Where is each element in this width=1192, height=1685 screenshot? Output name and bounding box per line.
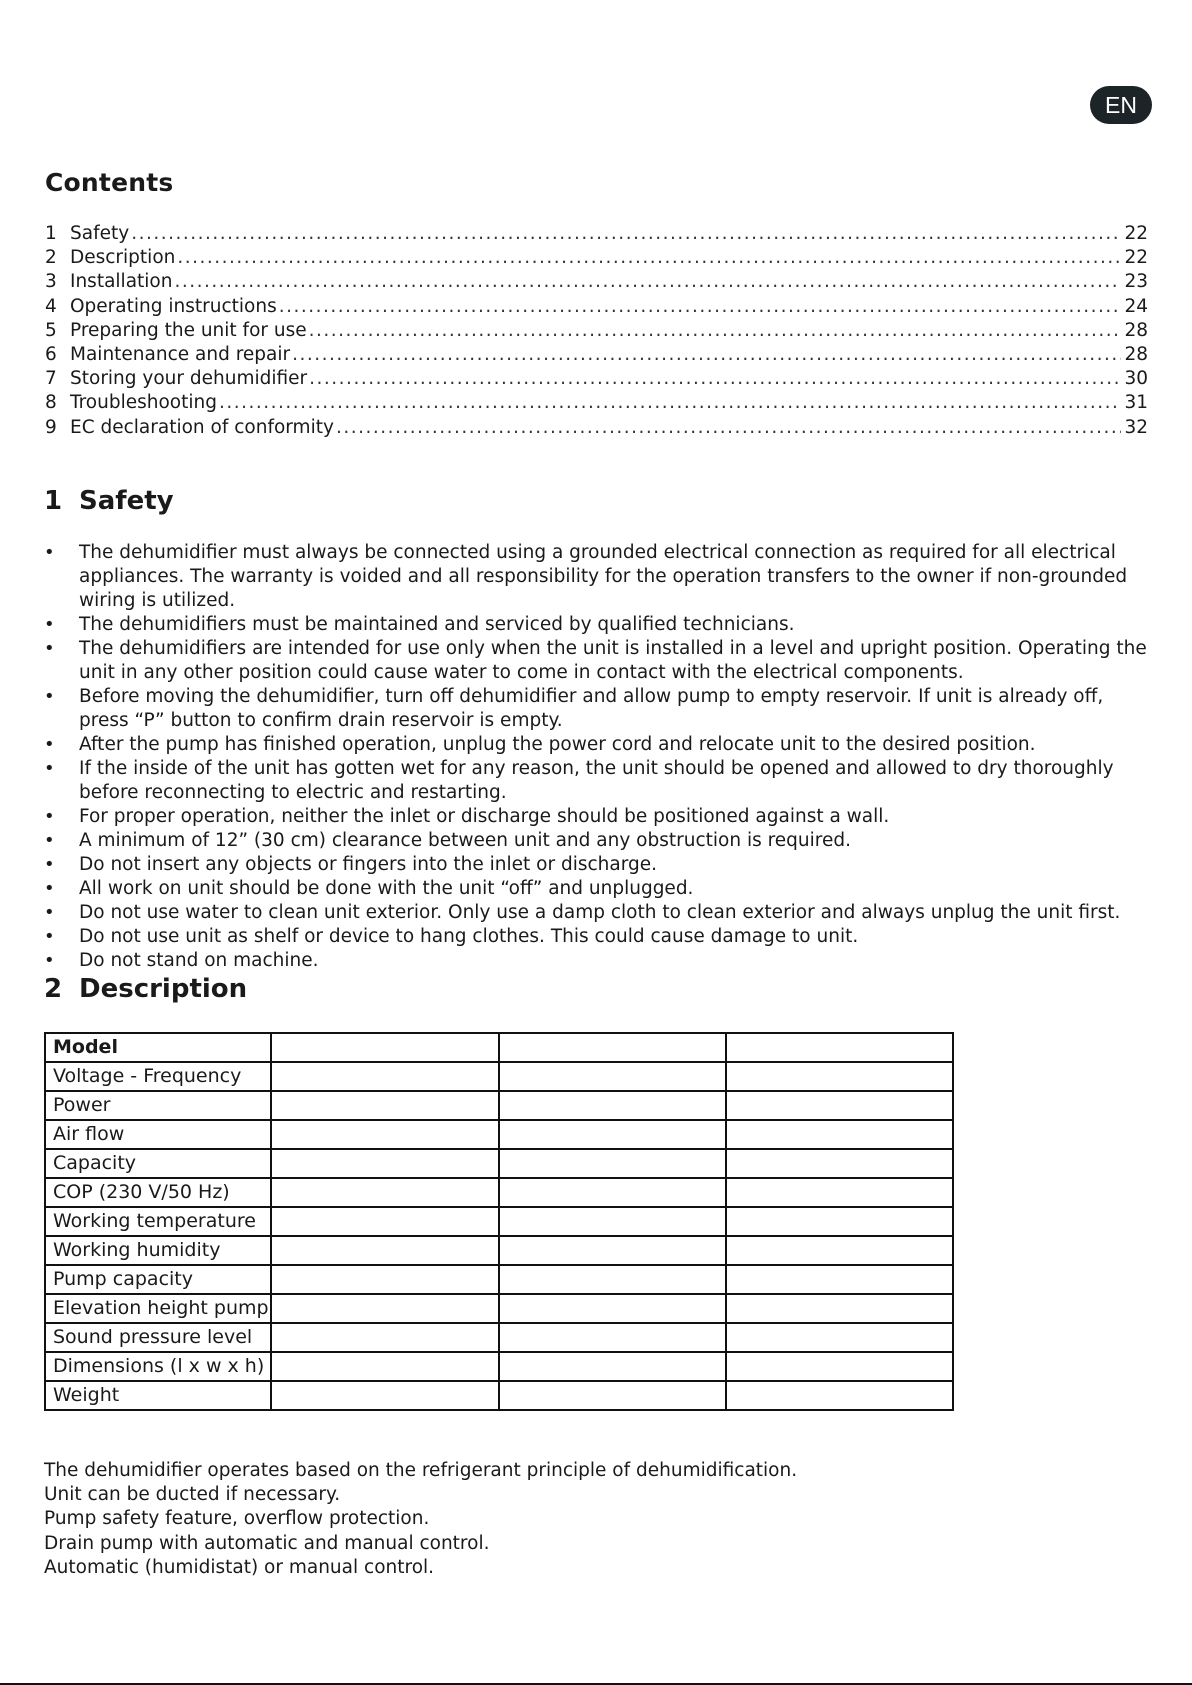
list-item bbox=[44, 853, 1154, 877]
table-cell bbox=[499, 1178, 726, 1207]
row-label: Voltage - Frequency bbox=[45, 1062, 271, 1091]
table-cell bbox=[726, 1236, 953, 1265]
toc-leader-dots bbox=[336, 416, 1122, 440]
list-item: The dehumidifier operates based on the refrigerant principle of dehumidification. bbox=[44, 1460, 798, 1481]
toc-label: Preparing the unit for use bbox=[70, 319, 307, 341]
list-item bbox=[44, 733, 1154, 757]
table-row bbox=[45, 1352, 953, 1381]
row-label: Sound pressure level bbox=[45, 1323, 271, 1352]
toc-page-number: 24 bbox=[1124, 295, 1148, 317]
toc-number: 3 bbox=[45, 271, 57, 293]
table-cell bbox=[271, 1178, 499, 1207]
table-cell bbox=[271, 1236, 499, 1265]
table-cell bbox=[499, 1381, 726, 1410]
table-row bbox=[45, 1062, 953, 1091]
toc-leader-dots bbox=[279, 295, 1122, 319]
table-cell bbox=[499, 1294, 726, 1323]
toc-leader-dots bbox=[174, 270, 1121, 294]
bullet-icon: • bbox=[44, 926, 55, 947]
bullet-icon: • bbox=[44, 806, 55, 827]
section-title: Safety bbox=[79, 486, 174, 516]
safety-heading bbox=[44, 486, 174, 516]
table-cell bbox=[271, 1033, 499, 1062]
toc-number: 6 bbox=[45, 343, 57, 365]
toc-leader-dots bbox=[309, 367, 1121, 391]
row-label: Working humidity bbox=[45, 1236, 271, 1265]
bullet-icon: • bbox=[44, 902, 55, 923]
toc-entry-installation[interactable] bbox=[45, 270, 1148, 294]
bullet-text: A minimum of 12” (30 cm) clearance between unit and any obstruction is required. bbox=[79, 830, 851, 851]
table-cell bbox=[499, 1033, 726, 1062]
toc-page-number: 30 bbox=[1124, 368, 1148, 390]
toc-page-number: 28 bbox=[1124, 343, 1148, 365]
table-cell bbox=[271, 1062, 499, 1091]
toc-page-number: 31 bbox=[1124, 392, 1148, 414]
safety-bullet-list bbox=[44, 541, 1154, 973]
table-row bbox=[45, 1120, 953, 1149]
bullet-icon: • bbox=[44, 686, 55, 707]
table-cell bbox=[726, 1207, 953, 1236]
toc-label: Storing your dehumidifier bbox=[70, 368, 308, 390]
specification-table bbox=[44, 1032, 954, 1411]
toc-label: Installation bbox=[70, 271, 173, 293]
table-row bbox=[45, 1323, 953, 1352]
toc-page-number: 28 bbox=[1124, 319, 1148, 341]
toc-entry-troubleshooting[interactable] bbox=[45, 391, 1148, 415]
list-item bbox=[44, 541, 1154, 613]
bullet-text: The dehumidifiers are intended for use only when the unit is installed in a level and upright position. Operating the unit in any other position could cause water to come in contact with the electrical components. bbox=[79, 638, 1147, 683]
bullet-text: Before moving the dehumidifier, turn off dehumidifier and allow pump to empty reservoir. If unit is already off, press “P” button to confirm drain reservoir is empty. bbox=[79, 686, 1104, 731]
bullet-icon: • bbox=[44, 830, 55, 851]
toc-number: 4 bbox=[45, 295, 57, 317]
table-cell bbox=[499, 1236, 726, 1265]
toc-number: 7 bbox=[45, 368, 57, 390]
section-number: 1 bbox=[44, 486, 63, 516]
toc-label: EC declaration of conformity bbox=[70, 416, 334, 438]
table-cell bbox=[726, 1352, 953, 1381]
bullet-icon: • bbox=[44, 638, 55, 659]
language-badge: EN bbox=[1090, 86, 1152, 124]
row-label: Elevation height pump bbox=[45, 1294, 271, 1323]
bullet-icon: • bbox=[44, 542, 55, 563]
row-label: Dimensions (l x w x h) bbox=[45, 1352, 271, 1381]
bullet-text: For proper operation, neither the inlet or discharge should be positioned against a wall. bbox=[79, 806, 890, 827]
toc-page-number: 23 bbox=[1124, 271, 1148, 293]
toc-page-number: 22 bbox=[1124, 223, 1148, 244]
contents-title: Contents bbox=[45, 168, 174, 197]
list-item: Drain pump with automatic and manual control. bbox=[44, 1532, 490, 1554]
table-cell bbox=[271, 1091, 499, 1120]
table-row bbox=[45, 1207, 953, 1236]
toc-page-number: 32 bbox=[1124, 416, 1148, 438]
toc-leader-dots bbox=[177, 246, 1121, 270]
row-label: Power bbox=[45, 1091, 271, 1120]
table-row bbox=[45, 1265, 953, 1294]
table-row bbox=[45, 1381, 953, 1410]
row-label: Weight bbox=[45, 1381, 271, 1410]
toc-entry-ec-declaration[interactable] bbox=[45, 416, 1148, 440]
bullet-text: Do not stand on machine. bbox=[79, 950, 319, 971]
table-cell bbox=[726, 1178, 953, 1207]
table-cell bbox=[271, 1149, 499, 1178]
list-item: Unit can be ducted if necessary. bbox=[44, 1484, 341, 1506]
toc-number: 5 bbox=[45, 319, 57, 341]
toc-entry-safety[interactable] bbox=[45, 222, 1148, 246]
table-cell bbox=[726, 1381, 953, 1410]
list-item: Automatic (humidistat) or manual control. bbox=[44, 1556, 435, 1578]
toc-number: 2 bbox=[45, 247, 57, 269]
toc-entry-storing[interactable] bbox=[45, 367, 1148, 391]
toc-label: Operating instructions bbox=[70, 295, 277, 317]
table-cell bbox=[726, 1091, 953, 1120]
toc-leader-dots bbox=[309, 319, 1122, 343]
table-cell bbox=[726, 1265, 953, 1294]
toc-number: 1 bbox=[45, 223, 57, 244]
toc-entry-operating-instructions[interactable] bbox=[45, 295, 1148, 319]
table-cell bbox=[499, 1091, 726, 1120]
list-item bbox=[44, 829, 1154, 853]
table-cell bbox=[726, 1294, 953, 1323]
bullet-icon: • bbox=[44, 950, 55, 971]
description-feature-list bbox=[44, 1459, 797, 1580]
table-row bbox=[45, 1033, 953, 1062]
list-item bbox=[44, 949, 1154, 973]
table-row bbox=[45, 1236, 953, 1265]
section-title: Description bbox=[79, 974, 248, 1004]
table-row bbox=[45, 1294, 953, 1323]
row-label: Model bbox=[45, 1033, 271, 1062]
table-cell bbox=[271, 1294, 499, 1323]
table-cell bbox=[499, 1149, 726, 1178]
toc-number: 9 bbox=[45, 416, 57, 438]
toc-label: Troubleshooting bbox=[70, 392, 217, 414]
table-cell bbox=[499, 1265, 726, 1294]
list-item bbox=[44, 901, 1154, 925]
table-cell bbox=[499, 1120, 726, 1149]
bullet-icon: • bbox=[44, 758, 55, 779]
list-item: Pump safety feature, overflow protection. bbox=[44, 1508, 430, 1530]
table-cell bbox=[271, 1352, 499, 1381]
bullet-text: Do not use unit as shelf or device to hang clothes. This could cause damage to unit. bbox=[79, 926, 859, 947]
table-cell bbox=[726, 1149, 953, 1178]
bullet-text: Do not use water to clean unit exterior. Only use a damp cloth to clean exterior and always unplug the unit first. bbox=[79, 902, 1121, 923]
row-label: Pump capacity bbox=[45, 1265, 271, 1294]
table-row bbox=[45, 1149, 953, 1178]
table-cell bbox=[499, 1062, 726, 1091]
table-row bbox=[45, 1091, 953, 1120]
toc-leader-dots bbox=[292, 343, 1121, 367]
table-cell bbox=[499, 1207, 726, 1236]
table-cell bbox=[271, 1381, 499, 1410]
bullet-text: The dehumidifier must always be connected using a grounded electrical connection as required for all electrical appliances. The warranty is voided and all responsibility for the operation transfers to the owner if non-grounded wiring is utilized. bbox=[79, 542, 1128, 611]
list-item bbox=[44, 925, 1154, 949]
bullet-icon: • bbox=[44, 878, 55, 899]
section-number: 2 bbox=[44, 974, 63, 1004]
toc-leader-dots bbox=[219, 391, 1122, 415]
toc-leader-dots bbox=[131, 222, 1121, 246]
toc-page-number: 22 bbox=[1124, 247, 1148, 269]
row-label: Air flow bbox=[45, 1120, 271, 1149]
table-row bbox=[45, 1178, 953, 1207]
list-item bbox=[44, 637, 1154, 685]
bullet-text: If the inside of the unit has gotten wet for any reason, the unit should be opened and allowed to dry thoroughly before reconnecting to electric and restarting. bbox=[79, 758, 1114, 803]
toc-entry-maintenance[interactable] bbox=[45, 343, 1148, 367]
toc-entry-description[interactable] bbox=[45, 246, 1148, 270]
description-heading bbox=[44, 974, 247, 1004]
table-cell bbox=[726, 1033, 953, 1062]
list-item bbox=[44, 757, 1154, 805]
bullet-text: All work on unit should be done with the unit “off” and unplugged. bbox=[79, 878, 694, 899]
bullet-text: The dehumidifiers must be maintained and serviced by qualified technicians. bbox=[79, 614, 795, 635]
row-label: Working temperature bbox=[45, 1207, 271, 1236]
toc-label: Description bbox=[70, 247, 176, 269]
toc-label: Maintenance and repair bbox=[70, 343, 291, 365]
table-of-contents bbox=[45, 222, 1148, 440]
table-cell bbox=[499, 1323, 726, 1352]
bullet-text: After the pump has finished operation, unplug the power cord and relocate unit to the desired position. bbox=[79, 734, 1036, 755]
row-label: COP (230 V/50 Hz) bbox=[45, 1178, 271, 1207]
row-label: Capacity bbox=[45, 1149, 271, 1178]
toc-label: Safety bbox=[70, 223, 130, 244]
table-cell bbox=[271, 1207, 499, 1236]
list-item bbox=[44, 805, 1154, 829]
toc-entry-preparing[interactable] bbox=[45, 319, 1148, 343]
bullet-text: Do not insert any objects or fingers into the inlet or discharge. bbox=[79, 854, 658, 875]
table-cell bbox=[726, 1062, 953, 1091]
list-item bbox=[44, 613, 1154, 637]
list-item bbox=[44, 877, 1154, 901]
table-cell bbox=[499, 1352, 726, 1381]
bullet-icon: • bbox=[44, 734, 55, 755]
bullet-icon: • bbox=[44, 614, 55, 635]
table-cell bbox=[271, 1120, 499, 1149]
table-cell bbox=[726, 1323, 953, 1352]
bullet-icon: • bbox=[44, 854, 55, 875]
toc-number: 8 bbox=[45, 392, 57, 414]
table-cell bbox=[726, 1120, 953, 1149]
list-item bbox=[44, 685, 1154, 733]
table-cell bbox=[271, 1323, 499, 1352]
table-cell bbox=[271, 1265, 499, 1294]
